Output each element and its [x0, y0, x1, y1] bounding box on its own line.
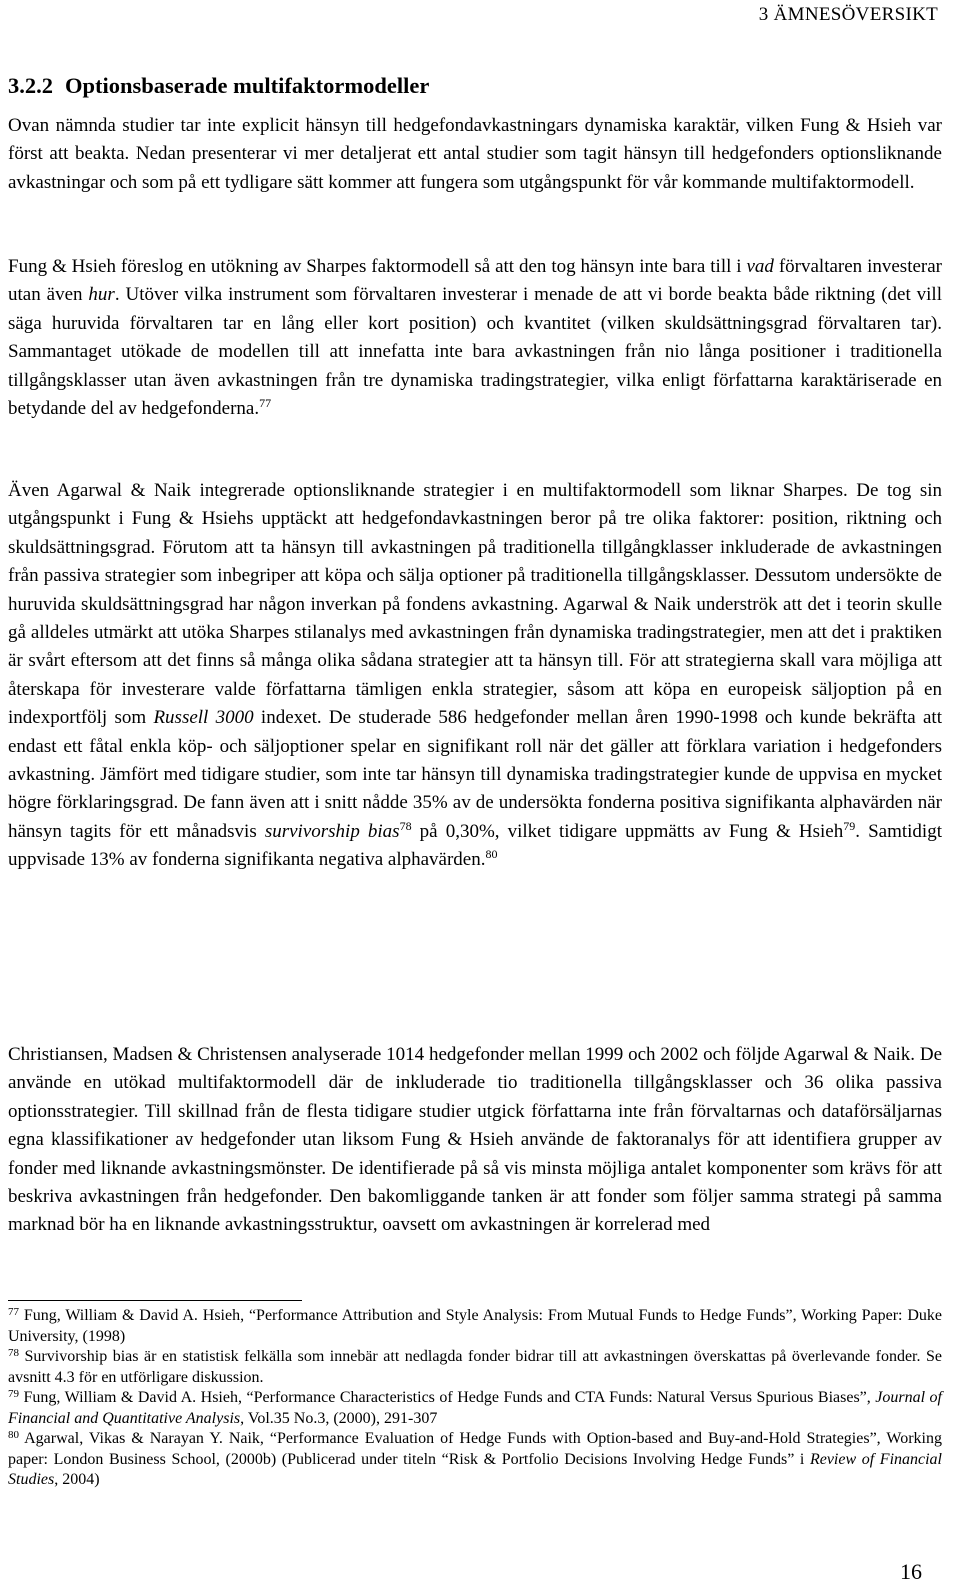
section-heading [8, 73, 429, 99]
footnote-number-77: 77 [8, 1306, 19, 1318]
footnote-77-text: Fung, William & David A. Hsieh, “Performance Attribution and Style Analysis: From Mutual Funds to Hedge Funds”, Working Paper: Duke University, (1998) [8, 1307, 943, 1345]
footnote-number-80: 80 [8, 1429, 19, 1441]
footnote-79-journal: Journal of Financial and Quantitative Analysis [8, 1389, 943, 1427]
footnote-80 [8, 1429, 942, 1491]
footnote-ref-77: 77 [259, 396, 272, 411]
footnote-divider [8, 1300, 302, 1301]
footnotes [8, 1306, 942, 1491]
emphasis-vad: vad [746, 256, 774, 277]
paragraph-3-text-b: indexet. De studerade 586 hedgefonder mellan åren 1990-1998 och kunde bekräfta att endast ett fåtal enkla köp- och säljoptioner spelar en signifikant roll när det gäller att förklara variation i hedgefonders avkastning. Jämfört med tidigare studier, som inte tar hänsyn till dynamiska tradingstrategier kunde de uppvisa en mycket högre förklaringsgrad. De fann även att i snitt nådde 35% av de undersökta fonderna positiva signifikanta alphavärden när hänsyn tagits för ett månadsvis [8, 707, 942, 842]
paragraph-2-text-b: förvaltaren investerar utan även [8, 256, 942, 306]
paragraph-3-text-d: . Samtidigt uppvisade 13% av fonderna signifikanta negativa alphavärden. [8, 820, 942, 871]
footnote-ref-79: 79 [843, 818, 856, 833]
footnote-79 [8, 1388, 942, 1429]
footnote-ref-80: 80 [485, 847, 498, 862]
emphasis-hur: hur [88, 284, 115, 306]
paragraph-1 [8, 112, 942, 197]
paragraph-3-text-a: Även Agarwal & Naik integrerade optionsliknande strategier i en multifaktormodell som liknar Sharpes. De tog sin utgångspunkt i Fung & Hsiehs upptäckt att hedgefondavkastningen beror på tre olika faktorer: position, riktning och skuldsättningsgrad. Förutom att ta hänsyn till avkastningen på traditionella tillgångklasser inkluderade de avkastningen från passiva strategier som inbegriper att köpa och sälja optioner på traditionella tillgångsklasser. Dessutom undersökte de huruvida skuldsättningsgrad har någon inverkan på fondens avkastning. Agarwal & Naik underströk att det i teorin skulle gå alldeles utmärkt att utöka Sharpes stilanalys med avkastningen från dynamiska tradingstrategier, men att det i praktiken är svårt eftersom att det finns så många olika sådana strategier att ta hänsyn till. För att strategierna skall vara möjliga att återskapa för investerare valde författarna tämligen enkla strategier, såsom att köpa en europeisk säljoption på en indexportfölj som [8, 480, 942, 729]
paragraph-1-text: Ovan nämnda studier tar inte explicit hänsyn till hedgefondavkastningars dynamiska karaktär, vilken Fung & Hsieh var först att beakta. Nedan presenterar vi mer detaljerat ett antal studier som tagit hänsyn till hedgefonders optionsliknande avkastningar och som på ett tydligare sätt kommer att fungera som utgångspunkt för vår kommande multifaktormodell. [8, 115, 942, 193]
paragraph-2-text-c: . Utöver vilka instrument som förvaltaren investerar i menade de att vi borde beakta både riktning (det vill säga huruvida förvaltaren tar en lång eller kort position) och kvantitet (vilken skuldsättningsgrad förvaltaren tar). Sammantaget utökade de modellen till att innefatta inte bara avkastningen från nio långa positioner i traditionella tillgångsklasser utan även avkastningen från tre dynamiska tradingstrategier, vilka enligt författarna karaktäriserade en betydande del av hedgefonderna. [8, 284, 942, 420]
footnote-79-text-a: Fung, William & David A. Hsieh, “Performance Characteristics of Hedge Funds and CTA Funds: Natural Versus Spurious Biases”, [23, 1389, 876, 1406]
footnote-77 [8, 1306, 942, 1347]
footnote-78 [8, 1347, 942, 1388]
footnote-80-journal: Review of Financial Studies [8, 1450, 943, 1488]
paragraph-2 [8, 253, 942, 423]
section-title: Optionsbaserade multifaktormodeller [65, 73, 430, 98]
paragraph-4 [8, 1041, 942, 1240]
emphasis-russell-3000: Russell 3000 [153, 707, 254, 729]
footnote-number-78: 78 [8, 1347, 19, 1359]
footnote-80-text-b: , 2004) [54, 1471, 100, 1488]
footnote-78-text: Survivorship bias är en statistisk felkälla som innebär att nedlagda fonder bidrar till att avkastningen överskattas på överlevande fonder. Se avsnitt 4.3 för en utförligare diskussion. [8, 1348, 943, 1386]
paragraph-4-text: Christiansen, Madsen & Christensen analyserade 1014 hedgefonder mellan 1999 och 2002 och följde Agarwal & Naik. De använde en utökad multifaktormodell där de inkluderade tio traditionella tillgångsklasser och 36 olika passiva optionsstrategier. Till skillnad från de flesta tidigare studier utgick författarna inte från förvaltarnas och dataförsäljarnas egna klassifikationer av hedgefonder utan liksom Fung & Hsieh använde de faktoranalys för att identifiera grupper av fonder med liknande avkastningsmönster. De identifierade på så vis minsta möjliga antalet komponenter som krävs för att beskriva avkastningen från hedgefonder. Den bakomliggande tanken är att fonder som följer samma strategi på samma marknad bör ha en liknande avkastningsstruktur, oavsett om avkastningen är korrelerad med [8, 1044, 942, 1236]
section-number: 3.2.2 [8, 73, 53, 98]
running-header: 3 ÄMNESÖVERSIKT [758, 4, 938, 25]
paragraph-2-text-a: Fung & Hsieh föreslog en utökning av Sharpes faktormodell så att den tog hänsyn inte bara till i [8, 256, 747, 277]
footnote-79-text-b: , Vol.35 No.3, (2000), 291-307 [240, 1409, 438, 1427]
footnote-ref-78: 78 [399, 818, 412, 833]
paragraph-3-text-c: på 0,30%, vilket tidigare uppmätts av Fung & Hsieh [411, 820, 844, 842]
footnote-80-text-a: Agarwal, Vikas & Narayan Y. Naik, “Performance Evaluation of Hedge Funds with Option-based and Buy-and-Hold Strategies”, Working paper: London Business School, (2000b) (Publicerad under titeln “Risk & Portfolio Decisions Involving Hedge Funds” i [8, 1430, 942, 1468]
paragraph-3 [8, 477, 942, 875]
page-number: 16 [900, 1559, 922, 1584]
emphasis-survivorship-bias: survivorship bias [264, 820, 400, 842]
footnote-number-79: 79 [8, 1388, 19, 1400]
